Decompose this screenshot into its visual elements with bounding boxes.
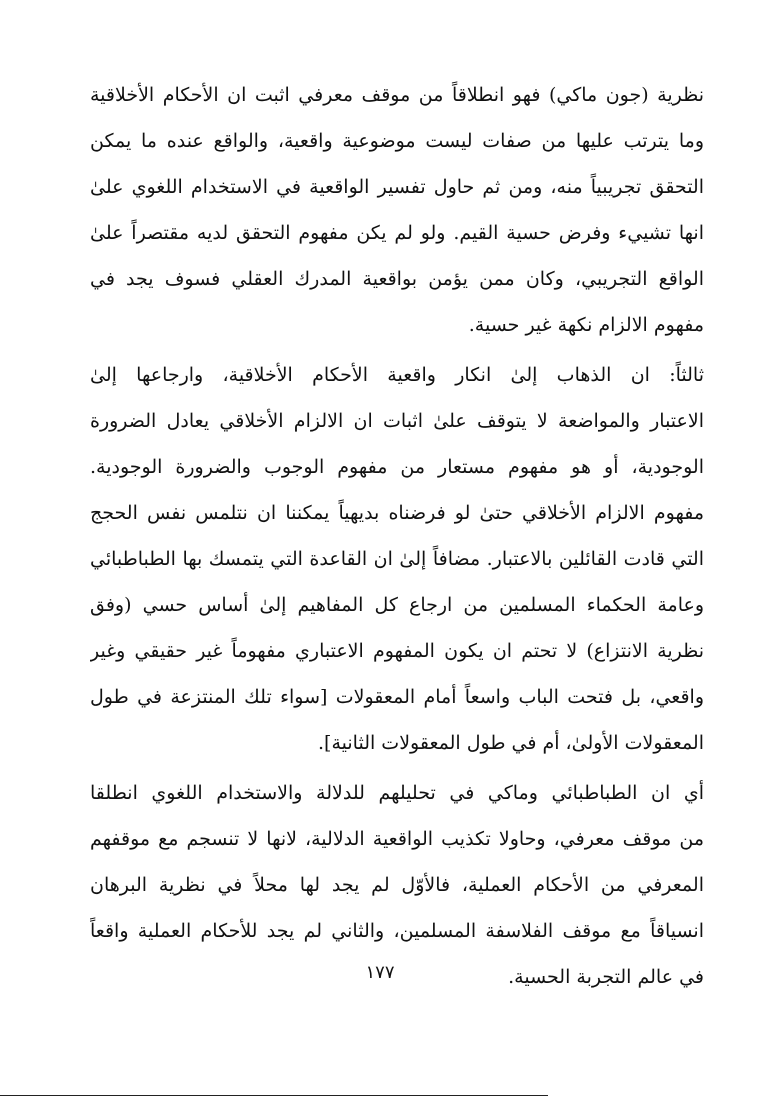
body-text bbox=[90, 72, 704, 1000]
text-line: الواقع التجريبي، وكان ممن يؤمن بواقعية المدرك العقلي فسوف يجد في bbox=[90, 268, 704, 290]
text-line: انها تشييء وفرض حسية القيم. ولو لم يكن مفهوم التحقق لديه مقتصراً علىٰ bbox=[90, 222, 704, 244]
text-line: نظرية (جون ماكي) فهو انطلاقاً من موقف معرفي اثبت ان الأحكام الأخلاقية bbox=[90, 84, 704, 106]
text-line: أي ان الطباطبائي وماكي في تحليلهم للدلالة والاستخدام اللغوي انطلقا bbox=[90, 782, 704, 804]
bottom-rule bbox=[0, 1095, 548, 1096]
text-line: في عالم التجربة الحسية. bbox=[508, 966, 704, 988]
text-line: مفهوم الالزام نكهة غير حسية. bbox=[468, 314, 704, 336]
text-line: المعرفي من الأحكام العملية، فالأوّل لم يجد لها محلاً في نظرية البرهان bbox=[90, 874, 704, 896]
text-line: مفهوم الالزام الأخلاقي حتىٰ لو فرضناه بديهياً يمكننا ان نتلمس نفس الحجج bbox=[90, 502, 704, 524]
text-line: وما يترتب عليها من صفات ليست موضوعية واقعية، والواقع عنده ما يمكن bbox=[90, 130, 704, 152]
text-line: المعقولات الأولىٰ، أم في طول المعقولات الثانية]. bbox=[318, 732, 704, 754]
text-line: واقعي، بل فتحت الباب واسعاً أمام المعقولات [سواء تلك المنتزعة في طول bbox=[90, 686, 704, 708]
paragraph bbox=[90, 352, 704, 766]
text-line: من موقف معرفي، وحاولا تكذيب الواقعية الدلالية، لانها لا تنسجم مع موقفهم bbox=[90, 828, 704, 850]
text-line: وعامة الحكماء المسلمين من ارجاع كل المفاهيم إلىٰ أساس حسي (وفق bbox=[90, 594, 704, 616]
text-line: نظرية الانتزاع) لا تحتم ان يكون المفهوم الاعتباري مفهوماً غير حقيقي وغير bbox=[90, 640, 704, 662]
text-line: الوجودية، أو هو مفهوم مستعار من مفهوم الوجوب والضرورة الوجودية. bbox=[90, 456, 704, 478]
text-line: الاعتبار والمواضعة لا يتوقف علىٰ اثبات ان الالزام الأخلاقي يعادل الضرورة bbox=[90, 410, 704, 432]
text-line: انسياقاً مع موقف الفلاسفة المسلمين، والثاني لم يجد للأحكام العملية واقعاً bbox=[90, 920, 704, 942]
page-number: ١٧٧ bbox=[365, 962, 395, 983]
text-line: ثالثاً: ان الذهاب إلىٰ انكار واقعية الأحكام الأخلاقية، وارجاعها إلىٰ bbox=[90, 364, 704, 386]
text-line: التحقق تجريبياً منه، ومن ثم حاول تفسير الواقعية في الاستخدام اللغوي علىٰ bbox=[90, 176, 704, 198]
paragraph bbox=[90, 72, 704, 348]
text-line: التي قادت القائلين بالاعتبار. مضافاً إلىٰ ان القاعدة التي يتمسك بها الطباطبائي bbox=[90, 548, 704, 570]
